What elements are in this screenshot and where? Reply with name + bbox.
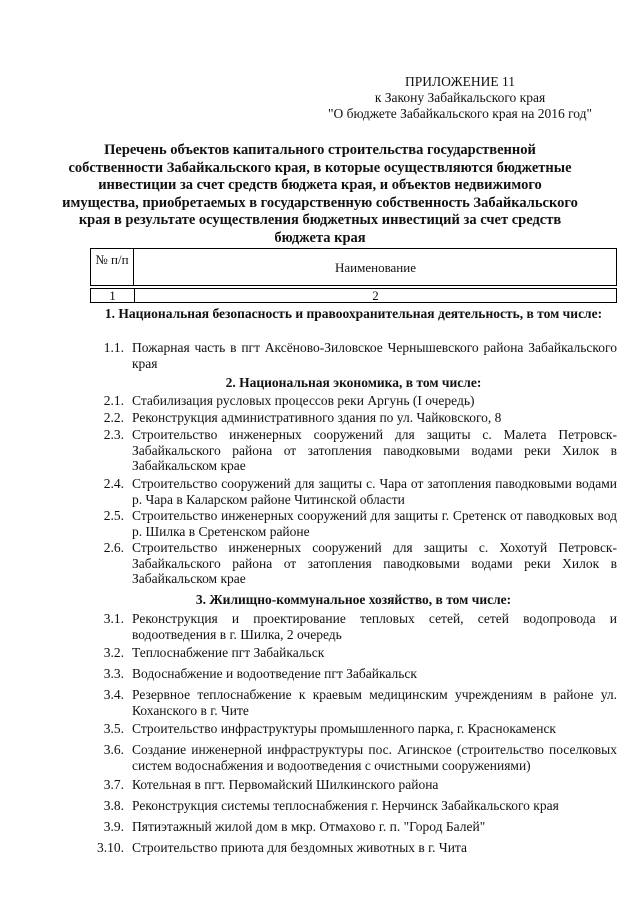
appendix-header	[300, 74, 620, 122]
item-number: 2.2.	[103, 410, 124, 425]
item-text: Котельная в пгт. Первомайский Шилкинского района	[132, 777, 439, 792]
item-number: 3.1.	[103, 611, 124, 626]
item-text: Строительство инженерных сооружений для защиты с. Хохотуй Петровск-Забайкальского района от затопления паводковыми водами реки Хилок в Забайкальском крае	[132, 540, 617, 586]
item-text: Строительство инфраструктуры промышленного парка, г. Краснокаменск	[132, 721, 556, 736]
item-number: 2.5.	[103, 508, 124, 523]
item-text: Строительство приюта для бездомных животных в г. Чита	[132, 840, 467, 855]
table-header-row	[90, 248, 617, 286]
table-column-numbers-row	[90, 288, 617, 303]
item-number: 3.6.	[103, 742, 124, 757]
item-number: 2.1.	[103, 393, 124, 408]
document-title: Перечень объектов капитального строительства государственной собственности Забайкальского края, в которые осуществляются бюджетные инвестиции за счет средств бюджета края, и объектов недвижимого имущества, приобретаемых в государственную собственность Забайкальского края в результате осуществления бюджетных инвестиций за счет средств бюджета края	[62, 142, 578, 246]
item-text: Реконструкция и проектирование тепловых сетей, сетей водопровода и водоотведения в г. Шилка, 2 очередь	[132, 611, 617, 642]
item-text: Строительство инженерных сооружений для защиты г. Сретенск от паводковых вод р. Шилка в Сретенском районе	[132, 508, 617, 539]
appendix-law-title: "О бюджете Забайкальского края на 2016 год"	[327, 106, 593, 121]
item-text: Пятиэтажный жилой дом в мкр. Отмахово г. п. "Город Балей"	[132, 819, 486, 834]
item-text: Водоснабжение и водоотведение пгт Забайкальск	[132, 666, 417, 681]
item-text: Реконструкция системы теплоснабжения г. Нерчинск Забайкальского края	[132, 798, 559, 813]
item-number: 3.9.	[103, 819, 124, 834]
item-number: 3.2.	[103, 645, 124, 660]
item-text: Стабилизация русловых процессов реки Аргунь (I очередь)	[132, 393, 475, 408]
column-header-number: № п/п	[91, 249, 134, 285]
column-number-1: 1	[91, 289, 135, 302]
item-number: 1.1.	[103, 340, 124, 355]
item-number: 3.7.	[103, 777, 124, 792]
section-heading: 1. Национальная безопасность и правоохранительная деятельность, в том числе:	[104, 306, 603, 321]
column-header-name: Наименование	[335, 260, 416, 275]
item-text: Пожарная часть в пгт Аксёново-Зиловское Чернышевского района Забайкальского края	[132, 340, 617, 371]
item-text: Строительство инженерных сооружений для защиты с. Малета Петровск-Забайкальского района от затопления паводковыми водами реки Хилок в Забайкальском крае	[132, 427, 617, 473]
item-number: 3.4.	[103, 687, 124, 702]
item-text: Строительство сооружений для защиты с. Чара от затопления паводковыми водами р. Чара в Каларском районе Читинской области	[132, 476, 617, 507]
item-text: Теплоснабжение пгт Забайкальск	[132, 645, 325, 660]
item-text: Резервное теплоснабжение к краевым медицинским учреждениям в районе ул. Коханского в г. Чите	[132, 687, 617, 718]
section-heading: 2. Национальная экономика, в том числе:	[225, 375, 482, 390]
appendix-law-ref: к Закону Забайкальского края	[374, 90, 546, 105]
item-number: 3.5.	[103, 721, 124, 736]
appendix-number: ПРИЛОЖЕНИЕ 11	[404, 74, 516, 89]
item-text: Создание инженерной инфраструктуры пос. Агинское (строительство поселковых систем водоснабжения и водоотведения с очистными сооружениями)	[132, 742, 617, 773]
item-number: 3.3.	[103, 666, 124, 681]
item-number: 3.10.	[97, 840, 124, 855]
item-number: 2.3.	[103, 427, 124, 442]
item-text: Реконструкция административного здания по ул. Чайковского, 8	[132, 410, 502, 425]
item-number: 2.4.	[103, 476, 124, 491]
item-number: 2.6.	[103, 540, 124, 555]
item-number: 3.8.	[103, 798, 124, 813]
section-heading: 3. Жилищно-коммунальное хозяйство, в том числе:	[195, 592, 512, 607]
column-number-2: 2	[372, 288, 379, 303]
